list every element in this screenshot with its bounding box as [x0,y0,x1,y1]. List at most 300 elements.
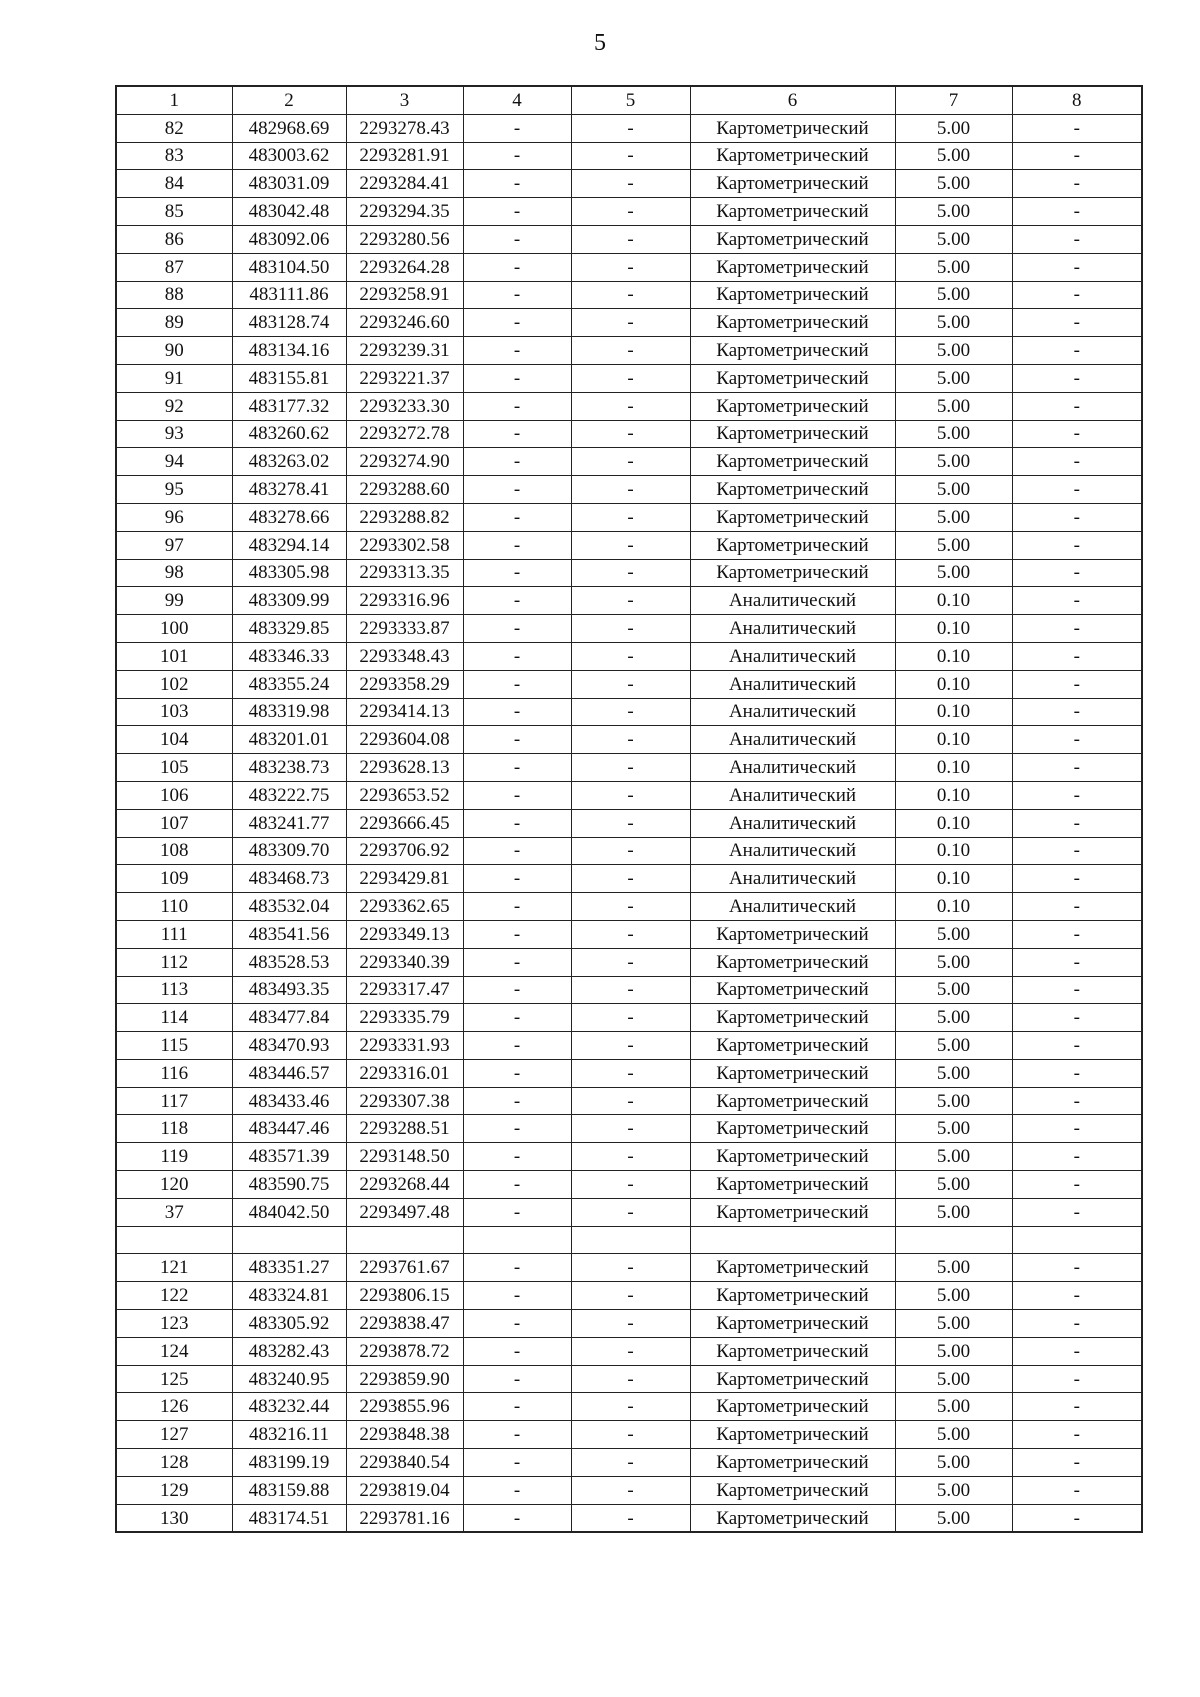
col-4-value-cell: - [463,1365,571,1393]
col-8-value-cell: - [1012,670,1142,698]
y-coordinate-cell: 2293294.35 [346,198,463,226]
accuracy-cell: 5.00 [895,225,1012,253]
point-number-cell: 112 [116,948,232,976]
header-col-4: 4 [463,86,571,114]
accuracy-cell: 5.00 [895,1310,1012,1338]
method-cell: Картометрический [690,198,895,226]
y-coordinate-cell: 2293604.08 [346,726,463,754]
table-row [116,698,1142,726]
accuracy-cell: 5.00 [895,1449,1012,1477]
table-row [116,837,1142,865]
table-row [116,920,1142,948]
point-number-cell: 86 [116,225,232,253]
col-4-value-cell: - [463,531,571,559]
table-row [116,476,1142,504]
x-coordinate-cell: 483128.74 [232,309,346,337]
y-coordinate-cell: 2293148.50 [346,1143,463,1171]
table-row [116,531,1142,559]
col-8-value-cell: - [1012,392,1142,420]
coordinates-table [115,85,1143,1533]
y-coordinate-cell: 2293628.13 [346,754,463,782]
method-cell: Картометрический [690,1004,895,1032]
col-8-value-cell: - [1012,1337,1142,1365]
table-row [116,114,1142,142]
accuracy-cell: 5.00 [895,531,1012,559]
accuracy-cell: 5.00 [895,337,1012,365]
col-5-value-cell: - [571,1476,690,1504]
col-5-value-cell: - [571,142,690,170]
col-4-value-cell: - [463,1171,571,1199]
x-coordinate-cell: 483278.41 [232,476,346,504]
col-4-value-cell: - [463,225,571,253]
accuracy-cell: 5.00 [895,503,1012,531]
col-8-value-cell: - [1012,503,1142,531]
accuracy-cell: 0.10 [895,754,1012,782]
x-coordinate-cell: 483294.14 [232,531,346,559]
x-coordinate-cell: 483571.39 [232,1143,346,1171]
header-col-6: 6 [690,86,895,114]
col-4-value-cell: - [463,1393,571,1421]
method-cell: Аналитический [690,698,895,726]
col-8-value-cell: - [1012,253,1142,281]
x-coordinate-cell: 483532.04 [232,893,346,921]
col-5-value-cell: - [571,448,690,476]
col-8-value-cell: - [1012,1365,1142,1393]
table-row [116,253,1142,281]
point-number-cell: 93 [116,420,232,448]
method-cell: Картометрический [690,920,895,948]
y-coordinate-cell: 2293221.37 [346,364,463,392]
x-coordinate-cell: 483240.95 [232,1365,346,1393]
accuracy-cell [895,1226,1012,1254]
accuracy-cell: 5.00 [895,253,1012,281]
x-coordinate-cell: 483278.66 [232,503,346,531]
col-4-value-cell: - [463,726,571,754]
table-row [116,781,1142,809]
point-number-cell: 108 [116,837,232,865]
table-row [116,670,1142,698]
accuracy-cell: 5.00 [895,392,1012,420]
col-8-value-cell: - [1012,1421,1142,1449]
point-number-cell: 116 [116,1059,232,1087]
col-4-value-cell: - [463,754,571,782]
accuracy-cell: 5.00 [895,198,1012,226]
col-4-value-cell: - [463,1059,571,1087]
col-5-value-cell: - [571,1059,690,1087]
method-cell: Картометрический [690,1059,895,1087]
point-number-cell: 125 [116,1365,232,1393]
col-8-value-cell: - [1012,976,1142,1004]
col-5-value-cell: - [571,503,690,531]
method-cell: Картометрический [690,142,895,170]
method-cell: Картометрический [690,309,895,337]
point-number-cell: 84 [116,170,232,198]
y-coordinate-cell: 2293335.79 [346,1004,463,1032]
point-number-cell: 91 [116,364,232,392]
table-row [116,809,1142,837]
y-coordinate-cell: 2293246.60 [346,309,463,337]
point-number-cell: 123 [116,1310,232,1338]
col-8-value-cell: - [1012,726,1142,754]
x-coordinate-cell: 483260.62 [232,420,346,448]
point-number-cell: 103 [116,698,232,726]
y-coordinate-cell: 2293806.15 [346,1282,463,1310]
point-number-cell: 109 [116,865,232,893]
method-cell: Аналитический [690,865,895,893]
table-row [116,198,1142,226]
x-coordinate-cell: 484042.50 [232,1198,346,1226]
point-number-cell: 129 [116,1476,232,1504]
col-5-value-cell: - [571,976,690,1004]
table-row [116,448,1142,476]
col-4-value-cell: - [463,781,571,809]
point-number-cell: 124 [116,1337,232,1365]
table-body [116,114,1142,1532]
accuracy-cell: 5.00 [895,1143,1012,1171]
col-4-value-cell: - [463,1115,571,1143]
col-8-value-cell: - [1012,1504,1142,1532]
point-number-cell: 111 [116,920,232,948]
accuracy-cell: 0.10 [895,587,1012,615]
table-row [116,1421,1142,1449]
col-4-value-cell: - [463,170,571,198]
accuracy-cell: 0.10 [895,642,1012,670]
point-number-cell: 113 [116,976,232,1004]
table-row [116,170,1142,198]
x-coordinate-cell: 483216.11 [232,1421,346,1449]
method-cell: Картометрический [690,170,895,198]
accuracy-cell: 5.00 [895,1198,1012,1226]
y-coordinate-cell: 2293497.48 [346,1198,463,1226]
col-4-value-cell: - [463,198,571,226]
y-coordinate-cell: 2293288.60 [346,476,463,504]
point-number-cell: 92 [116,392,232,420]
y-coordinate-cell: 2293316.96 [346,587,463,615]
col-4-value-cell: - [463,587,571,615]
point-number-cell: 126 [116,1393,232,1421]
col-5-value-cell: - [571,420,690,448]
col-5-value-cell: - [571,309,690,337]
table-row [116,1254,1142,1282]
accuracy-cell: 5.00 [895,1004,1012,1032]
col-5-value-cell: - [571,253,690,281]
accuracy-cell: 5.00 [895,1393,1012,1421]
col-8-value-cell: - [1012,1282,1142,1310]
method-cell: Картометрический [690,559,895,587]
col-5-value-cell: - [571,1032,690,1060]
accuracy-cell: 5.00 [895,920,1012,948]
x-coordinate-cell: 483477.84 [232,1004,346,1032]
table-row [116,587,1142,615]
method-cell: Картометрический [690,253,895,281]
x-coordinate-cell: 483263.02 [232,448,346,476]
x-coordinate-cell: 483470.93 [232,1032,346,1060]
y-coordinate-cell: 2293284.41 [346,170,463,198]
method-cell: Картометрический [690,948,895,976]
col-4-value-cell: - [463,1310,571,1338]
point-number-cell: 83 [116,142,232,170]
point-number-cell: 94 [116,448,232,476]
point-number-cell: 87 [116,253,232,281]
col-5-value-cell: - [571,893,690,921]
accuracy-cell: 5.00 [895,309,1012,337]
point-number-cell: 102 [116,670,232,698]
y-coordinate-cell: 2293706.92 [346,837,463,865]
y-coordinate-cell: 2293414.13 [346,698,463,726]
x-coordinate-cell: 483201.01 [232,726,346,754]
table-row [116,1032,1142,1060]
col-5-value-cell: - [571,198,690,226]
col-5-value-cell: - [571,1365,690,1393]
method-cell: Картометрический [690,1143,895,1171]
x-coordinate-cell: 483541.56 [232,920,346,948]
col-5-value-cell: - [571,531,690,559]
col-4-value-cell: - [463,976,571,1004]
col-8-value-cell: - [1012,337,1142,365]
x-coordinate-cell: 483092.06 [232,225,346,253]
col-4-value-cell: - [463,1449,571,1477]
col-4-value-cell: - [463,948,571,976]
table-header [116,86,1142,114]
point-number-cell: 99 [116,587,232,615]
x-coordinate-cell: 483003.62 [232,142,346,170]
point-number-cell: 128 [116,1449,232,1477]
method-cell: Картометрический [690,1032,895,1060]
y-coordinate-cell: 2293781.16 [346,1504,463,1532]
y-coordinate-cell: 2293280.56 [346,225,463,253]
col-4-value-cell: - [463,1004,571,1032]
y-coordinate-cell: 2293838.47 [346,1310,463,1338]
y-coordinate-cell: 2293307.38 [346,1087,463,1115]
col-4-value-cell: - [463,1337,571,1365]
method-cell: Аналитический [690,587,895,615]
col-4-value-cell: - [463,337,571,365]
y-coordinate-cell [346,1226,463,1254]
x-coordinate-cell: 483031.09 [232,170,346,198]
col-4-value-cell: - [463,670,571,698]
col-5-value-cell: - [571,1143,690,1171]
table-row [116,309,1142,337]
col-4-value-cell: - [463,420,571,448]
x-coordinate-cell: 483134.16 [232,337,346,365]
col-8-value-cell: - [1012,559,1142,587]
x-coordinate-cell: 483355.24 [232,670,346,698]
x-coordinate-cell: 483111.86 [232,281,346,309]
x-coordinate-cell: 483446.57 [232,1059,346,1087]
header-col-7: 7 [895,86,1012,114]
col-4-value-cell: - [463,253,571,281]
col-8-value-cell: - [1012,142,1142,170]
col-8-value-cell: - [1012,837,1142,865]
table-row [116,976,1142,1004]
col-8-value-cell: - [1012,1087,1142,1115]
x-coordinate-cell: 483305.92 [232,1310,346,1338]
x-coordinate-cell: 483159.88 [232,1476,346,1504]
method-cell: Картометрический [690,1115,895,1143]
table-row [116,337,1142,365]
point-number-cell: 122 [116,1282,232,1310]
table-row [116,559,1142,587]
col-8-value-cell: - [1012,225,1142,253]
table-row [116,503,1142,531]
col-8-value-cell: - [1012,1310,1142,1338]
accuracy-cell: 5.00 [895,1032,1012,1060]
y-coordinate-cell: 2293272.78 [346,420,463,448]
accuracy-cell: 0.10 [895,893,1012,921]
y-coordinate-cell: 2293429.81 [346,865,463,893]
col-5-value-cell: - [571,1393,690,1421]
col-5-value-cell: - [571,1449,690,1477]
point-number-cell: 90 [116,337,232,365]
method-cell: Картометрический [690,1365,895,1393]
point-number-cell: 115 [116,1032,232,1060]
col-5-value-cell: - [571,948,690,976]
col-5-value-cell: - [571,615,690,643]
x-coordinate-cell: 483346.33 [232,642,346,670]
col-8-value-cell: - [1012,170,1142,198]
x-coordinate-cell: 483199.19 [232,1449,346,1477]
y-coordinate-cell: 2293317.47 [346,976,463,1004]
method-cell: Картометрический [690,281,895,309]
y-coordinate-cell: 2293288.82 [346,503,463,531]
accuracy-cell: 5.00 [895,1254,1012,1282]
accuracy-cell: 0.10 [895,865,1012,893]
point-number-cell: 127 [116,1421,232,1449]
accuracy-cell: 5.00 [895,1282,1012,1310]
table-row [116,1365,1142,1393]
col-5-value-cell: - [571,392,690,420]
col-4-value-cell: - [463,1254,571,1282]
accuracy-cell: 0.10 [895,670,1012,698]
y-coordinate-cell: 2293333.87 [346,615,463,643]
y-coordinate-cell: 2293348.43 [346,642,463,670]
table-row [116,642,1142,670]
method-cell: Картометрический [690,364,895,392]
accuracy-cell: 5.00 [895,281,1012,309]
col-5-value-cell: - [571,1171,690,1199]
col-4-value-cell: - [463,837,571,865]
y-coordinate-cell: 2293233.30 [346,392,463,420]
x-coordinate-cell: 483319.98 [232,698,346,726]
point-number-cell [116,1226,232,1254]
method-cell: Картометрический [690,1198,895,1226]
col-8-value-cell: - [1012,1115,1142,1143]
y-coordinate-cell: 2293331.93 [346,1032,463,1060]
col-4-value-cell: - [463,1476,571,1504]
col-4-value-cell: - [463,1032,571,1060]
table-row [116,1226,1142,1254]
col-4-value-cell: - [463,1087,571,1115]
accuracy-cell: 0.10 [895,615,1012,643]
method-cell: Аналитический [690,893,895,921]
col-5-value-cell: - [571,837,690,865]
table-row [116,754,1142,782]
col-8-value-cell: - [1012,281,1142,309]
table-row [116,1310,1142,1338]
col-8-value-cell: - [1012,420,1142,448]
col-5-value-cell: - [571,1115,690,1143]
accuracy-cell: 5.00 [895,364,1012,392]
col-8-value-cell [1012,1226,1142,1254]
col-5-value-cell [571,1226,690,1254]
header-col-3: 3 [346,86,463,114]
accuracy-cell: 5.00 [895,976,1012,1004]
col-4-value-cell: - [463,476,571,504]
col-8-value-cell: - [1012,1449,1142,1477]
accuracy-cell: 5.00 [895,948,1012,976]
method-cell: Картометрический [690,1449,895,1477]
table-row [116,1087,1142,1115]
table-row [116,1393,1142,1421]
point-number-cell: 95 [116,476,232,504]
accuracy-cell: 0.10 [895,698,1012,726]
col-4-value-cell: - [463,698,571,726]
col-4-value-cell: - [463,1421,571,1449]
method-cell: Картометрический [690,1282,895,1310]
col-4-value-cell: - [463,559,571,587]
col-8-value-cell: - [1012,615,1142,643]
col-5-value-cell: - [571,1254,690,1282]
col-5-value-cell: - [571,1087,690,1115]
method-cell: Картометрический [690,114,895,142]
header-col-8: 8 [1012,86,1142,114]
accuracy-cell: 5.00 [895,559,1012,587]
col-5-value-cell: - [571,1198,690,1226]
x-coordinate-cell: 483104.50 [232,253,346,281]
accuracy-cell: 0.10 [895,837,1012,865]
method-cell: Картометрический [690,1393,895,1421]
point-number-cell: 130 [116,1504,232,1532]
col-4-value-cell: - [463,865,571,893]
point-number-cell: 97 [116,531,232,559]
col-5-value-cell: - [571,754,690,782]
table-row [116,225,1142,253]
col-8-value-cell: - [1012,865,1142,893]
col-4-value-cell: - [463,364,571,392]
col-8-value-cell: - [1012,114,1142,142]
table-row [116,615,1142,643]
col-5-value-cell: - [571,587,690,615]
y-coordinate-cell: 2293288.51 [346,1115,463,1143]
y-coordinate-cell: 2293848.38 [346,1421,463,1449]
accuracy-cell: 5.00 [895,1115,1012,1143]
accuracy-cell: 5.00 [895,1476,1012,1504]
x-coordinate-cell: 483528.53 [232,948,346,976]
accuracy-cell: 5.00 [895,1087,1012,1115]
col-5-value-cell: - [571,865,690,893]
table-row [116,420,1142,448]
col-4-value-cell: - [463,615,571,643]
y-coordinate-cell: 2293316.01 [346,1059,463,1087]
col-8-value-cell: - [1012,1393,1142,1421]
table-row [116,1504,1142,1532]
col-4-value-cell: - [463,503,571,531]
accuracy-cell: 5.00 [895,1337,1012,1365]
col-4-value-cell: - [463,809,571,837]
method-cell: Картометрический [690,337,895,365]
point-number-cell: 89 [116,309,232,337]
col-8-value-cell: - [1012,364,1142,392]
col-4-value-cell [463,1226,571,1254]
col-4-value-cell: - [463,642,571,670]
table-row [116,1198,1142,1226]
accuracy-cell: 5.00 [895,114,1012,142]
col-4-value-cell: - [463,1198,571,1226]
col-5-value-cell: - [571,920,690,948]
method-cell: Картометрический [690,1504,895,1532]
x-coordinate-cell: 483238.73 [232,754,346,782]
method-cell: Аналитический [690,781,895,809]
